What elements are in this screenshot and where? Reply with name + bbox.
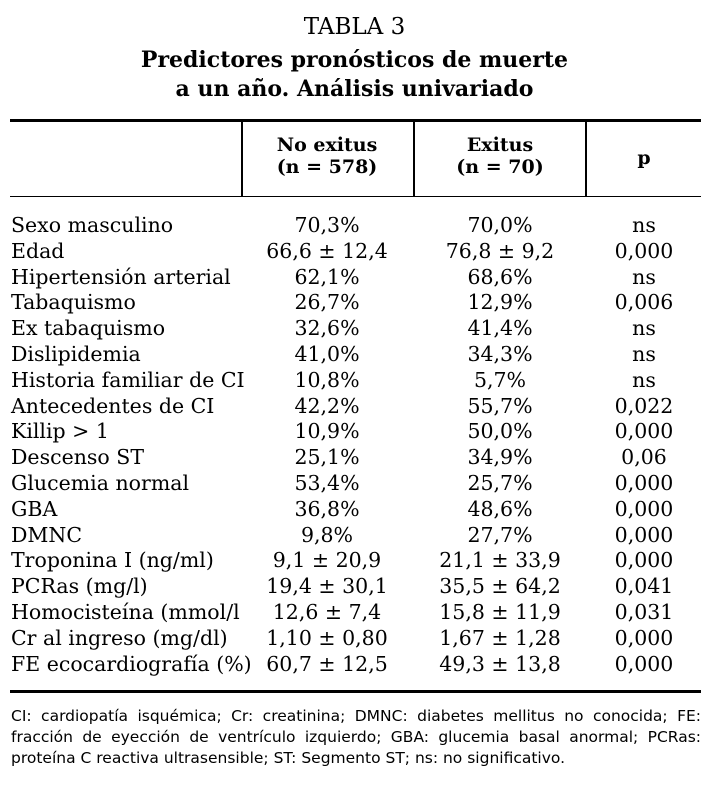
cell-p-value: ns	[632, 264, 656, 289]
cell-p-value: 0,006	[614, 290, 674, 315]
cell-p-value: 0,000	[614, 651, 674, 676]
table-row	[0, 368, 709, 394]
column-header-no-exitus	[243, 134, 411, 178]
column-header-line: (n = 578)	[276, 156, 378, 178]
table-row	[0, 445, 709, 471]
cell-exitus: 21,1 ± 33,9	[439, 548, 561, 573]
cell-p-value: 0,031	[614, 599, 674, 624]
row-label: Antecedentes de CI	[11, 393, 215, 418]
cell-exitus: 27,7%	[467, 522, 533, 547]
table-row	[0, 316, 709, 342]
cell-exitus: 25,7%	[467, 470, 533, 495]
cell-exitus: 1,67 ± 1,28	[439, 625, 561, 650]
cell-exitus: 34,3%	[467, 341, 533, 366]
row-label: Edad	[11, 238, 65, 263]
cell-no-exitus: 62,1%	[294, 264, 360, 289]
cell-no-exitus: 41,0%	[294, 341, 360, 366]
cell-p-value: 0,000	[614, 625, 674, 650]
cell-no-exitus: 26,7%	[294, 290, 360, 315]
table-row	[0, 574, 709, 600]
table-top-rule	[10, 119, 701, 122]
row-label: Glucemia normal	[11, 470, 190, 495]
column-header-p	[587, 147, 701, 169]
cell-no-exitus: 1,10 ± 0,80	[266, 625, 388, 650]
table-row	[0, 548, 709, 574]
cell-exitus: 70,0%	[467, 213, 533, 237]
table-row	[0, 394, 709, 420]
cell-p-value: 0,022	[614, 393, 674, 418]
row-label: Tabaquismo	[11, 290, 136, 315]
column-header-exitus	[415, 134, 585, 178]
row-label: Historia familiar de CI	[11, 367, 245, 392]
row-label: GBA	[11, 496, 58, 521]
row-label: DMNC	[11, 522, 83, 547]
table-row	[0, 626, 709, 652]
table-title-line-1: Predictores pronósticos de muerte	[140, 47, 569, 73]
row-label: FE ecocardiografía (%)	[11, 651, 252, 676]
table-row	[0, 523, 709, 549]
cell-exitus: 41,4%	[467, 316, 533, 341]
cell-no-exitus: 9,1 ± 20,9	[272, 548, 382, 573]
table-row	[0, 265, 709, 291]
cell-p-value: ns	[632, 213, 656, 237]
table-row	[0, 239, 709, 265]
cell-exitus: 68,6%	[467, 264, 533, 289]
table-row	[0, 342, 709, 368]
table-row	[0, 497, 709, 523]
column-header-line: Exitus	[466, 134, 534, 156]
header-bottom-rule	[10, 196, 701, 197]
cell-p-value: 0,000	[614, 419, 674, 444]
cell-no-exitus: 36,8%	[294, 496, 360, 521]
table-row	[0, 290, 709, 316]
column-header-line: No exitus	[276, 134, 378, 156]
cell-exitus: 48,6%	[467, 496, 533, 521]
cell-no-exitus: 9,8%	[300, 522, 354, 547]
column-header-line: p	[637, 147, 651, 169]
cell-no-exitus: 25,1%	[294, 445, 360, 470]
table-label: TABLA 3	[303, 14, 406, 40]
cell-exitus: 12,9%	[467, 290, 533, 315]
cell-exitus: 5,7%	[473, 367, 527, 392]
table-row	[0, 652, 709, 678]
cell-no-exitus: 19,4 ± 30,1	[266, 574, 388, 599]
cell-p-value: 0,06	[621, 445, 667, 470]
table-row	[0, 471, 709, 497]
cell-no-exitus: 66,6 ± 12,4	[266, 238, 388, 263]
row-label: Cr al ingreso (mg/dl)	[11, 625, 228, 650]
row-label: Troponina I (ng/ml)	[11, 548, 214, 573]
cell-exitus: 49,3 ± 13,8	[439, 651, 561, 676]
cell-p-value: 0,000	[614, 238, 674, 263]
cell-p-value: ns	[632, 367, 656, 392]
table-title	[0, 46, 709, 104]
cell-p-value: 0,000	[614, 496, 674, 521]
cell-no-exitus: 32,6%	[294, 316, 360, 341]
row-label: Killip > 1	[11, 419, 109, 444]
cell-p-value: 0,000	[614, 522, 674, 547]
row-label: Hipertensión arterial	[11, 264, 231, 289]
row-label: Homocisteína (mmol/l	[11, 599, 240, 624]
table-bottom-rule	[10, 690, 701, 693]
table-body	[0, 213, 709, 677]
cell-exitus: 34,9%	[467, 445, 533, 470]
table-row	[0, 600, 709, 626]
cell-no-exitus: 60,7 ± 12,5	[266, 651, 388, 676]
cell-p-value: 0,041	[614, 574, 674, 599]
cell-p-value: ns	[632, 341, 656, 366]
cell-exitus: 35,5 ± 64,2	[439, 574, 561, 599]
cell-exitus: 55,7%	[467, 393, 533, 418]
cell-p-value: 0,000	[614, 470, 674, 495]
cell-exitus: 76,8 ± 9,2	[445, 238, 555, 263]
cell-no-exitus: 53,4%	[294, 470, 360, 495]
cell-no-exitus: 10,9%	[294, 419, 360, 444]
cell-no-exitus: 42,2%	[294, 393, 360, 418]
table-footnote: CI: cardiopatía isquémica; Cr: creatinina; DMNC: diabetes mellitus no conocida; FE: fracción de eyección de ventrículo izquierdo; GBA: glucemia basal anormal; PCRas: proteína C reactiva ultrasensible; ST: Segmento ST; ns: no significativo.	[11, 707, 701, 767]
row-label: PCRas (mg/l)	[11, 574, 148, 599]
row-label: Ex tabaquismo	[11, 316, 166, 341]
cell-p-value: ns	[632, 316, 656, 341]
row-label: Sexo masculino	[11, 213, 174, 237]
row-label: Dislipidemia	[11, 341, 141, 366]
row-label: Descenso ST	[11, 445, 144, 470]
cell-no-exitus: 12,6 ± 7,4	[272, 599, 382, 624]
cell-exitus: 15,8 ± 11,9	[439, 599, 561, 624]
column-header-line: (n = 70)	[456, 156, 544, 178]
table-row	[0, 213, 709, 239]
cell-exitus: 50,0%	[467, 419, 533, 444]
table-row	[0, 419, 709, 445]
cell-no-exitus: 70,3%	[294, 213, 360, 237]
cell-no-exitus: 10,8%	[294, 367, 360, 392]
table-title-line-2: a un año. Análisis univariado	[175, 76, 534, 102]
cell-p-value: 0,000	[614, 548, 674, 573]
